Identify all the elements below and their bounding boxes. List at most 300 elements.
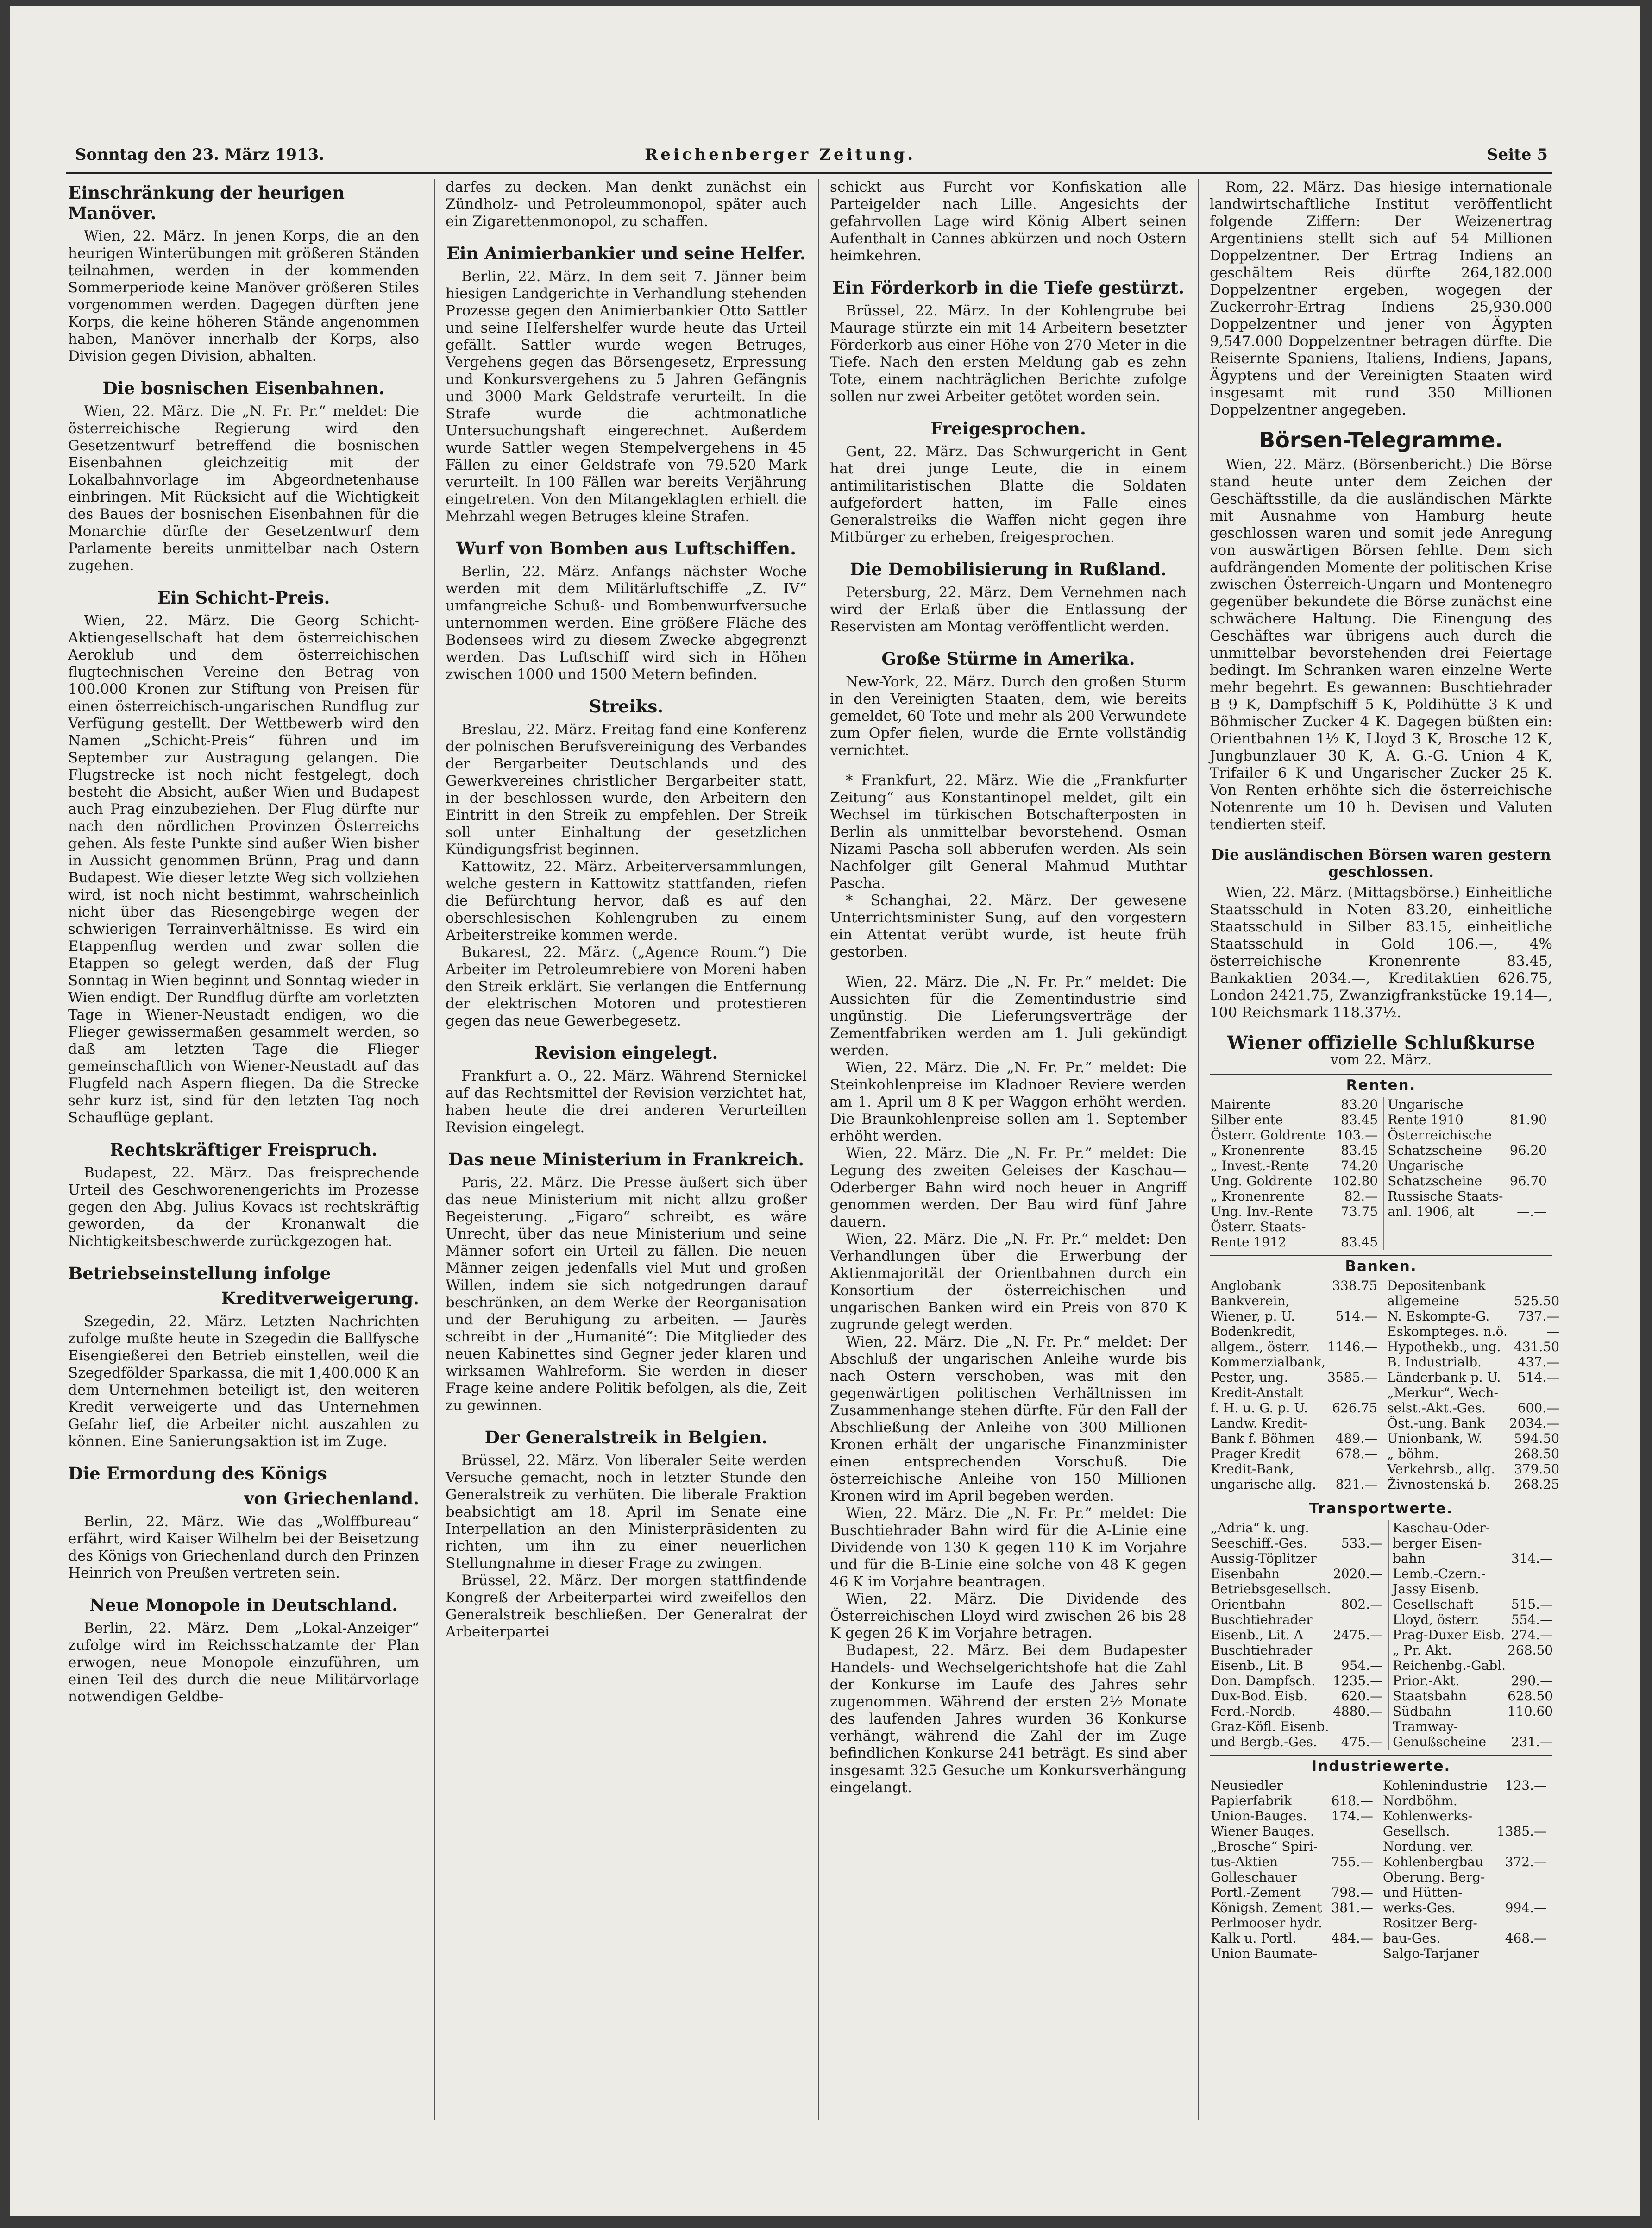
quote-table <box>1210 1278 1565 1492</box>
quote-group-heading: Transportwerte. <box>1210 1498 1552 1517</box>
article <box>68 1263 419 1450</box>
quote-cell <box>1508 1158 1552 1173</box>
article-continuation: darfes zu decken. Man denkt zunächst ein Zündholz- und Petroleummonopol, später auch ein Zigarettenmonopol, zu schaffen. <box>446 179 807 230</box>
article-headline-line2: von Griechenland. <box>244 1488 419 1509</box>
quote-cell: Südbahn <box>1389 1704 1507 1719</box>
quote-cell: Jassy Eisenb. <box>1389 1581 1507 1597</box>
quote-cell: Živnostenská b. <box>1383 1477 1508 1492</box>
quote-cell <box>1507 1536 1558 1551</box>
quote-cell: 103.— <box>1336 1127 1378 1143</box>
quote-cell: Österreichische <box>1384 1127 1508 1143</box>
quote-cell: Neusiedler <box>1211 1778 1283 1793</box>
quote-cell: „Merkur“, Wech- <box>1383 1385 1508 1400</box>
quote-cell: — <box>1546 1324 1560 1339</box>
quote-cell: Lloyd, österr. <box>1389 1612 1507 1627</box>
quote-cell: Kredit-Bank, <box>1211 1461 1294 1477</box>
article <box>830 179 1187 264</box>
quote-row <box>1210 1219 1552 1234</box>
article-text: Frankfurt a. O., 22. März. Während Sternickel auf das Rechtsmittel der Revision verzichtet hat, haben heute die drei anderen Verurteilten Revision eingelegt. <box>446 1068 807 1136</box>
article-headline: Betriebseinstellung infolge <box>68 1263 331 1284</box>
quote-cell <box>1332 1581 1389 1597</box>
quote-cell: 268.25 <box>1514 1477 1560 1492</box>
quote-cell: 268.50 <box>1514 1446 1560 1461</box>
quote-cell: 554.— <box>1511 1612 1553 1627</box>
quote-cell: 372.— <box>1505 1854 1547 1869</box>
quote-row <box>1210 1461 1565 1477</box>
quote-cell: Rente 1910 <box>1384 1112 1508 1127</box>
quote-cell: 83.45 <box>1341 1143 1378 1158</box>
quote-cell: Dux-Bod. Eisb. <box>1211 1688 1307 1704</box>
quote-cell: Nordböhm. <box>1379 1793 1493 1808</box>
article-text: Wien, 22. März. Die „N. Fr. Pr.“ meldet: Die Steinkohlenpreise im Kladnoer Reviere werden am 1. April um 8 K per Waggon erhöht werden. Die Braunkohlenpreise sollen am 1. September erhöht werden. <box>830 1059 1187 1145</box>
quote-row <box>1210 1793 1552 1808</box>
quote-cell: 82.— <box>1344 1189 1378 1204</box>
quote-cell: Hypothekb., ung. <box>1383 1339 1508 1354</box>
quote-cell: Öst.-ung. Bank <box>1383 1416 1508 1431</box>
quote-cell: Union-Bauges. <box>1211 1808 1307 1824</box>
quote-cell: Genußscheine <box>1389 1734 1507 1750</box>
masthead: Reichenberger Zeitung. <box>645 145 916 164</box>
quote-cell <box>1508 1219 1552 1234</box>
quote-cell: 290.— <box>1511 1673 1553 1688</box>
article-text: Wien, 22. März. Die „N. Fr. Pr.“ meldet: Die Aussichten für die Zementindustrie sind ungünstig. Die Lieferungsverträge der Zementfabriken werden am 1. Juli gekündigt werden. <box>830 974 1187 1059</box>
quote-row <box>1210 1127 1552 1143</box>
quote-cell: 514.— <box>1517 1370 1560 1385</box>
quote-row <box>1210 1673 1558 1688</box>
quote-cell <box>1493 1946 1552 1961</box>
page-number: Seite 5 <box>1487 145 1548 164</box>
article-text: Wien, 22. März. Die „N. Fr. Pr.“ meldet: Die Buschtiehrader Bahn wird für die A-Linie eine Dividende von 130 K gegen 110 K im Vorjahre und für die B-Linie eine solche von 48 K gegen 46 K im Vorjahre beantragen. <box>830 1505 1187 1590</box>
quote-cell: „Adria“ k. ung. <box>1211 1520 1309 1536</box>
quote-cell <box>1493 1869 1552 1885</box>
quote-row <box>1210 1354 1565 1370</box>
quote-cell: Anglobank <box>1211 1278 1281 1293</box>
quote-cell: Eisenb., Lit. A <box>1211 1627 1303 1643</box>
article-text: Wien, 22. März. Die Georg Schicht-Aktiengesellschaft hat dem österreichischen Aeroklub und dem österreichischen flugtechnischen Vereine den Betrag von 100.000 Kronen zur Stiftung von Preisen für einen österreichisch-ungarischen Rundflug zur Verfügung gestellt. Der Wettbewerb wird den Namen „Schicht-Preis“ führen und im September zur Austragung gelangen. Die Flugstrecke ist noch nicht festgelegt, doch besteht die Absicht, außer Wien und Budapest auch Prag einzubeziehen. Der Flug dürfte nur nach den nördlichen Provinzen Österreichs gehen. Als feste Punkte sind außer Wien bisher in Aussicht genommen Brünn, Prag und dann Budapest. Wie dieser letzte Weg sich vollziehen wird, ist noch nicht bestimmt, wahrscheinlich nicht über das Riesengebirge wegen der schwierigen Terrainverhältnisse. Es wird ein Etappenflug werden und zwar sollen die Etappen so gelegt werden, daß der Flug Sonntag in Wien beginnt und Sonntag wieder in Wien endigt. Der Rundflug dürfte am vorletzten Tage in Wiener-Neustadt endigen, wo die Flieger gewissermaßen gesammelt werden, so daß am letzten Tage die Flieger gemeinschaftlich von Wiener-Neustadt auf das Flugfeld nach Aspern fliegen. Da die Strecke sehr kurz ist, sind für den letzten Tag noch Schauflüge geplant. <box>68 612 419 1126</box>
midday-exchange <box>1210 884 1552 1021</box>
quote-row <box>1210 1839 1552 1854</box>
article-lead <box>1210 179 1552 419</box>
quote-cell: 618.— <box>1331 1793 1373 1808</box>
quote-cell: N. Eskompte-G. <box>1383 1309 1508 1324</box>
quote-cell: f. H. u. G. p. U. <box>1211 1400 1308 1416</box>
quote-cell: Ferd.-Nordb. <box>1211 1704 1296 1719</box>
article <box>830 648 1187 759</box>
quote-cell: 4880.— <box>1332 1704 1383 1719</box>
article <box>446 1427 807 1641</box>
article-text: Rom, 22. März. Das hiesige internationale landwirtschaftliche Institut veröffentlicht folgende Ziffern: Der Weizenertrag Argentiniens stellt sich auf 54 Millionen Doppelzentner. Der Ertrag Indiens an geschältem Reis dürfte 264,182.000 Doppelzentner ergeben, wogegen der Zuckerrohr-Ertrag Indiens 25,930.000 Doppelzentner und jener von Ägypten 9,547.000 Doppelzentner betragen dürfte. Die Reisernte Spaniens, Italiens, Indiens, Japans, Ägyptens und der Vereinigten Staaten wird insgesamt mit rund 350 Millionen Doppelzentner angegeben. <box>1210 179 1552 418</box>
quote-cell: 1235.— <box>1332 1673 1383 1688</box>
quote-cell: Wiener Bauges. <box>1211 1824 1314 1839</box>
quote-row <box>1210 1946 1552 1961</box>
quote-cell: Kohlenindustrie <box>1379 1778 1493 1793</box>
column-rule <box>1198 179 1199 2120</box>
quote-row <box>1210 1143 1552 1158</box>
quote-cell: 489.— <box>1335 1431 1378 1446</box>
quote-cell: „ Kronenrente <box>1211 1143 1305 1158</box>
quote-cell: Ung. Goldrente <box>1211 1173 1313 1189</box>
quote-cell <box>1328 1778 1379 1793</box>
quote-row <box>1210 1385 1565 1400</box>
article <box>68 378 419 574</box>
quote-tables <box>1210 1074 1560 1961</box>
quote-cell: Betriebsgesellsch. <box>1211 1581 1331 1597</box>
quote-cell: 96.70 <box>1509 1173 1547 1189</box>
quote-cell: 110.60 <box>1508 1704 1553 1719</box>
quote-cell: —.— <box>1517 1204 1547 1219</box>
quote-cell: 525.50 <box>1514 1293 1560 1309</box>
quote-row <box>1210 1204 1552 1219</box>
newspaper-page <box>10 6 1640 2216</box>
quote-cell <box>1493 1915 1552 1931</box>
quote-cell: Königsh. Zement <box>1211 1900 1322 1915</box>
article-text: Berlin, 22. März. In dem seit 7. Jänner beim hiesigen Landgerichte in Verhandlung stehenden Prozesse gegen den Animierbankier Otto Sattler und seine Helfershelfer wurde heute das Urteil gefällt. Sattler wurde wegen Betruges, Vergehens gegen das Börsengesetz, Erpressung und Konkursvergehens zu 5 Jahren Gefängnis und 3000 Mark Geldstrafe verurteilt. In die Strafe wurde die achtmonatliche Untersuchungshaft eingerechnet. Außerdem wurde Sattler wegen Stempelvergehens in 45 Fällen zu einer Geldstrafe von 79.520 Mark verurteilt. In 100 Fällen war bereits Verjährung eingetreten. Von den Mitangeklagten erhielt die Mehrzahl wegen Betruges kleine Strafen. <box>446 268 807 525</box>
quote-cell: 468.— <box>1505 1931 1547 1946</box>
quote-cell: Österr. Staats- <box>1211 1219 1306 1234</box>
quote-cell <box>1326 1354 1383 1370</box>
quote-cell: Ung. Inv.-Rente <box>1211 1204 1313 1219</box>
running-head <box>75 145 1548 169</box>
quote-cell: allgemeine <box>1383 1293 1508 1309</box>
quote-cell: Verkehrsb., allg. <box>1383 1461 1508 1477</box>
article <box>68 183 419 365</box>
column-rule <box>434 179 435 2120</box>
article-headline: Neue Monopole in Deutschland. <box>89 1595 398 1615</box>
quote-row <box>1210 1688 1558 1704</box>
quote-row <box>1210 1293 1565 1309</box>
quote-cell <box>1326 1385 1383 1400</box>
article <box>830 974 1187 1796</box>
quote-cell: 437.— <box>1517 1354 1560 1370</box>
quote-cell: Länderbank p. U. <box>1383 1370 1508 1385</box>
quote-row <box>1210 1627 1558 1643</box>
article-text: Wien, 22. März. (Mittagsbörse.) Einheitliche Staatsschuld in Noten 83.20, einheitliche Staatsschuld in Silber 83.15, einheitliche Staatsschuld in Gold 106.—, 4% österreichische Kronenrente 83.45, Bankaktien 2034.—, Kreditaktien 626.75, London 2421.75, Zwanzigfrankstücke 19.14—, 100 Reichsmark 118.37½. <box>1210 884 1552 1021</box>
quote-cell: Prior.-Akt. <box>1389 1673 1507 1688</box>
quote-cell <box>1326 1461 1383 1477</box>
quote-group-heading: Banken. <box>1210 1255 1552 1275</box>
quote-cell: 514.— <box>1335 1309 1378 1324</box>
article-headline: Das neue Ministerium in Frankreich. <box>448 1149 804 1170</box>
quote-cell: Lemb.-Czern.- <box>1389 1566 1507 1581</box>
quote-cell: 2475.— <box>1332 1627 1383 1643</box>
quote-cell <box>1493 1808 1552 1824</box>
quote-row <box>1210 1173 1552 1189</box>
quote-row <box>1210 1597 1558 1612</box>
quote-cell: 1146.— <box>1327 1339 1378 1354</box>
quote-cell: Unionbank, W. <box>1383 1431 1508 1446</box>
quote-cell: Mairente <box>1211 1097 1271 1112</box>
quote-cell: 83.20 <box>1341 1097 1378 1112</box>
quote-row <box>1210 1400 1565 1416</box>
article-headline: Die Demobilisierung in Rußland. <box>850 559 1167 579</box>
quote-cell: „ böhm. <box>1383 1446 1508 1461</box>
quote-cell: Kredit-Anstalt <box>1211 1385 1303 1400</box>
quote-cell: 102.80 <box>1332 1173 1378 1189</box>
quote-cell: 475.— <box>1341 1734 1383 1750</box>
quote-cell: 379.50 <box>1514 1461 1560 1477</box>
quote-cell: Pester, ung. <box>1211 1370 1288 1385</box>
quote-cell: Ungarische <box>1384 1097 1508 1112</box>
article-text: Wien, 22. März. In jenen Korps, die an den heurigen Winterübungen mit größeren Ständen teilnahmen, werden in der kommenden Sommerperiode keine Manöver größeren Stiles vorgenommen werden. Dagegen dürften jene Korps, die keine höheren Stände angenommen haben, Manöver innerhalb der Korps, also Division gegen Division, abhalten. <box>68 228 419 365</box>
quote-cell: 802.— <box>1341 1597 1383 1612</box>
quote-cell: Schatzscheine <box>1384 1173 1508 1189</box>
quote-cell: 268.50 <box>1508 1643 1553 1658</box>
quote-row <box>1210 1643 1558 1658</box>
article-text: Gent, 22. März. Das Schwurgericht in Gent hat drei junge Leute, die in einem antimilitaristischen Blatte die Soldaten aufgefordert hatten, im Falle eines Generalstreiks die Waffen nicht gegen ihre Mitbürger zu erheben, freigesprochen. <box>830 443 1187 546</box>
article-text: Budapest, 22. März. Bei dem Budapester Handels- und Wechselgerichtshofe hat die Zahl der Konkurse im Laufe des Jahres sehr zugenommen. Während der ersten 2½ Monate des laufenden Jahres wurden 36 Konkurse verhängt, während die Zahl der im Zuge befindlichen Konkurse 241 beträgt. Es sind aber insgesamt 325 Gesuche um Konkursverhängung eingelangt. <box>830 1642 1187 1796</box>
quote-row <box>1210 1719 1558 1734</box>
quote-cell <box>1328 1946 1379 1961</box>
quote-cell <box>1326 1293 1383 1309</box>
quote-cell: Salgo-Tarjaner <box>1379 1946 1493 1961</box>
article-text: Wien, 22. März. (Börsenbericht.) Die Börse stand heute unter dem Zeichen der Geschäftsstille, da die ausländischen Märkte mit Ausnahme von Hamburg heute geschlossen waren und somit jede Anregung von auswärtigen Börsen fehlte. Dem sich aufdrängenden Momente der politischen Krise zwischen Österreich-Ungarn und Montenegro gegenüber bekundete die Börse zunächst eine schwächere Haltung. Die Einengung des Geschäftes war übrigens auch durch die unmittelbar bevorstehenden drei Feiertage bedingt. Im Schranken waren einzelne Werte mehr begehrt. Es gewannen: Buschtiehrader B 9 K, Dampfschiff 5 K, Poldihütte 3 K und Böhmischer Zucker 4 K. Dagegen büßten ein: Orientbahnen 1½ K, Lloyd 3 K, Brosche 12 K, Jungbunzlauer 30 K, A. G.-G. Union 4 K, Trifailer 6 K und Ungarischer Zucker 25 K. Von Renten erhöhte sich die österreichische Notenrente um 10 h. Devisen und Valuten tendierten steif. <box>1210 456 1552 833</box>
quote-cell: Golleschauer <box>1211 1869 1297 1885</box>
quote-cell: Bank f. Böhmen <box>1211 1431 1315 1446</box>
quote-cell: 1385.— <box>1496 1824 1547 1839</box>
quote-cell: bau-Ges. <box>1379 1931 1493 1946</box>
quote-cell: „ Pr. Akt. <box>1389 1643 1507 1658</box>
closing-prices-heading: Wiener offizielle Schlußkurse <box>1227 1032 1535 1054</box>
quote-row <box>1210 1324 1565 1339</box>
quote-cell: 123.— <box>1505 1778 1547 1793</box>
quote-cell: Bankverein, <box>1211 1293 1290 1309</box>
article-text: Bukarest, 22. März. („Agence Roum.“) Die Arbeiter im Petroleumrebiere von Moreni haben den Streik erklärt. Sie verlangen die Entfernung der elektrischen Motoren und protestieren gegen das neue Gewerbegesetz. <box>446 944 807 1029</box>
quote-cell <box>1328 1869 1379 1885</box>
quote-cell: 274.— <box>1511 1627 1553 1643</box>
quote-cell: 628.50 <box>1508 1688 1553 1704</box>
quote-cell: „Brosche“ Spiri- <box>1211 1839 1318 1854</box>
article-text: Brüssel, 22. März. Der morgen stattfindende Kongreß der Arbeiterpartei wird zweifellos den Generalstreik beschließen. Der Generalrat der Arbeiterpartei <box>446 1572 807 1640</box>
quote-cell: werks-Ges. <box>1379 1900 1493 1915</box>
quote-cell: bahn <box>1389 1551 1507 1566</box>
quote-row <box>1210 1477 1565 1492</box>
article-headline: Ein Schicht-Preis. <box>157 587 330 608</box>
quote-row <box>1210 1885 1552 1900</box>
article-headline: Die bosnischen Eisenbahnen. <box>102 378 385 398</box>
quote-cell: Kommerzialbank, <box>1211 1354 1325 1370</box>
article <box>446 696 807 1030</box>
article-text: Breslau, 22. März. Freitag fand eine Konferenz der polnischen Berufsvereinigung des Verbandes der Bergarbeiter Deutschlands und des Gewerkvereines christlicher Bergarbeiter statt, in der beschlossen wurde, den Arbeitern den Eintritt in den Streik zu empfehlen. Der Streik soll unter Einhaltung der gesetzlichen Kündigungsfrist beginnen. <box>446 721 807 858</box>
quote-cell: 231.— <box>1511 1734 1553 1750</box>
quote-cell: Staatsbahn <box>1389 1688 1507 1704</box>
article <box>446 243 807 525</box>
quote-row <box>1210 1734 1558 1750</box>
article-text: Berlin, 22. März. Wie das „Wolffbureau“ erfährt, wird Kaiser Wilhelm bei der Beisetzung des Königs von Griechenland durch den Prinzen Heinrich von Preußen vertreten sein. <box>68 1513 419 1581</box>
quote-cell: „ Invest.-Rente <box>1211 1158 1309 1173</box>
quote-cell: Wiener, p. U. <box>1211 1309 1295 1324</box>
quote-cell: 314.— <box>1511 1551 1553 1566</box>
article <box>446 179 807 230</box>
quote-row <box>1210 1339 1565 1354</box>
quote-cell <box>1508 1127 1552 1143</box>
quote-cell: 83.45 <box>1341 1234 1378 1250</box>
quote-group-heading: Renten. <box>1210 1074 1552 1094</box>
quote-cell <box>1330 1219 1384 1234</box>
article-headline: Ein Förderkorb in die Tiefe gestürzt. <box>832 277 1185 298</box>
quote-cell: 73.75 <box>1341 1204 1378 1219</box>
quote-cell: 74.20 <box>1341 1158 1378 1173</box>
quote-row <box>1210 1370 1565 1385</box>
quote-cell: 431.50 <box>1514 1339 1560 1354</box>
quote-cell: Orientbahn <box>1211 1597 1286 1612</box>
quote-row <box>1210 1612 1558 1627</box>
quote-cell <box>1493 1793 1552 1808</box>
quote-cell: 600.— <box>1517 1400 1560 1416</box>
quote-cell <box>1508 1385 1565 1400</box>
quote-row <box>1210 1900 1552 1915</box>
article-text: Wien, 22. März. Die „N. Fr. Pr.“ meldet: Die österreichische Regierung wird den Gesetzentwurf betreffend die bosnischen Eisenbahnen gleichzeitig mit der Lokalbahnvorlage im Abgeordnetenhause einbringen. Mit Rücksicht auf die Wichtigkeit des Baues der bosnischen Eisenbahnen für die Monarchie dürfte der Gesetzentwurf dem Parlamente bereits unmittelbar nach Ostern zugehen. <box>68 403 419 574</box>
quote-cell <box>1507 1520 1558 1536</box>
article-headline: Revision eingelegt. <box>534 1043 718 1063</box>
quote-cell <box>1326 1416 1383 1431</box>
quote-row <box>1210 1658 1558 1673</box>
quote-cell: 594.50 <box>1514 1431 1560 1446</box>
quote-row <box>1210 1431 1565 1446</box>
quote-table <box>1210 1778 1552 1961</box>
quote-row <box>1210 1158 1552 1173</box>
quote-cell: berger Eisen- <box>1389 1536 1507 1551</box>
article <box>68 1139 419 1250</box>
quote-cell: Rositzer Berg- <box>1379 1915 1493 1931</box>
quote-row <box>1210 1931 1552 1946</box>
quote-row <box>1210 1566 1558 1581</box>
quote-row <box>1210 1778 1552 1793</box>
quote-cell: anl. 1906, alt <box>1384 1204 1508 1219</box>
quote-table <box>1210 1097 1552 1250</box>
quote-cell: Aussig-Töplitzer <box>1211 1551 1317 1566</box>
quote-cell: und Bergb.-Ges. <box>1211 1734 1317 1750</box>
quote-row <box>1210 1520 1558 1536</box>
quote-row <box>1210 1416 1565 1431</box>
quote-cell <box>1332 1719 1389 1734</box>
article-text: Kattowitz, 22. März. Arbeiterversammlungen, welche gestern in Kattowitz stattfanden, riefen die Befürchtung hervor, daß es auf den oberschlesischen Kohlengruben zu einem Arbeiterstreike kommen werde. <box>446 858 807 944</box>
boersen-report <box>1210 456 1552 833</box>
column-2 <box>446 179 807 2120</box>
quote-cell: Don. Dampfsch. <box>1211 1673 1316 1688</box>
quote-row <box>1210 1112 1552 1127</box>
quote-cell <box>1508 1097 1552 1112</box>
article <box>830 277 1187 405</box>
quote-cell <box>1507 1719 1558 1734</box>
quote-cell: Buschtiehrader <box>1211 1612 1313 1627</box>
quote-cell: 3585.— <box>1327 1370 1378 1385</box>
boersen-heading: Börsen-Telegramme. <box>1259 428 1503 453</box>
article-text: Berlin, 22. März. Dem „Lokal-Anzeiger“ zufolge wird im Reichsschatzamte der Plan erwogen, neue Monopole einzuführen, um einen Teil des durch die neue Militärvorlage notwendigen Geldbe- <box>68 1620 419 1705</box>
quote-cell: Nordung. ver. <box>1379 1839 1493 1854</box>
article <box>446 1043 807 1136</box>
quote-cell: 338.75 <box>1332 1278 1378 1293</box>
quote-cell <box>1508 1278 1565 1293</box>
quote-cell: Perlmooser hydr. <box>1211 1915 1322 1931</box>
quote-cell: 737.— <box>1517 1309 1560 1324</box>
article <box>830 772 1187 961</box>
quote-cell: 2034.— <box>1509 1416 1560 1431</box>
article-text: Budapest, 22. März. Das freisprechende Urteil des Geschworenengerichts im Prozesse gegen den Abg. Julius Kovacs ist rechtskräftig geworden, da der Kronanwalt die Nichtigkeitsbeschwerde zurückgezogen hat. <box>68 1164 419 1250</box>
quote-cell <box>1332 1551 1389 1566</box>
header-rule <box>66 172 1552 174</box>
quote-cell: Silber ente <box>1211 1112 1283 1127</box>
quote-cell: Russische Staats- <box>1384 1189 1508 1204</box>
quote-cell <box>1328 1915 1379 1931</box>
date-line: Sonntag den 23. März 1913. <box>75 145 325 164</box>
quote-row <box>1210 1309 1565 1324</box>
quote-cell <box>1332 1520 1389 1536</box>
article-headline: Die Ermordung des Königs <box>68 1463 327 1484</box>
quote-cell <box>1326 1324 1383 1339</box>
quote-cell: Tramway- <box>1389 1719 1507 1734</box>
quote-cell: 678.— <box>1335 1446 1378 1461</box>
quote-cell: 755.— <box>1331 1854 1373 1869</box>
article-text: Wien, 22. März. Die „N. Fr. Pr.“ meldet: Die Legung des zweiten Geleises der Kaschau—Oderberger Bahn wird noch heuer in Angriff genommen werden. Der Bau wird fünf Jahre dauern. <box>830 1145 1187 1230</box>
quote-cell: 798.— <box>1331 1885 1373 1900</box>
quote-cell: 2020.— <box>1332 1566 1383 1581</box>
quote-cell: 515.— <box>1511 1597 1553 1612</box>
quote-cell: 381.— <box>1331 1900 1373 1915</box>
quote-cell <box>1328 1824 1379 1839</box>
quote-cell: Union Baumate- <box>1211 1946 1318 1961</box>
quote-row <box>1210 1915 1552 1931</box>
article <box>446 1149 807 1414</box>
article <box>446 538 807 683</box>
quote-cell <box>1493 1885 1552 1900</box>
quote-cell: Landw. Kredit- <box>1211 1416 1307 1431</box>
article-headline-line2: Kreditverweigerung. <box>221 1288 419 1309</box>
quote-cell: und Hütten- <box>1379 1885 1493 1900</box>
quote-cell: Prag-Duxer Eisb. <box>1389 1627 1507 1643</box>
article-text: * Schanghai, 22. März. Der gewesene Unterrichtsminister Sung, auf den vorgestern ein Attentat verübt wurde, ist heute früh gestorben. <box>830 892 1187 960</box>
quote-row <box>1210 1824 1552 1839</box>
article-text: Petersburg, 22. März. Dem Vernehmen nach wird der Erlaß über die Entlassung der Reservisten am Montag veröffentlicht werden. <box>830 584 1187 635</box>
article-headline: Rechtskräftiger Freispruch. <box>110 1139 377 1160</box>
article-headline: Wurf von Bomben aus Luftschiffen. <box>456 538 797 559</box>
article-headline: Freigesprochen. <box>930 418 1086 439</box>
quote-row <box>1210 1854 1552 1869</box>
quote-cell: Depositenbank <box>1383 1278 1508 1293</box>
column-1 <box>68 179 419 2120</box>
article <box>68 1595 419 1706</box>
quote-cell <box>1332 1643 1389 1658</box>
quote-row <box>1210 1808 1552 1824</box>
quote-cell: Kaschau-Oder- <box>1389 1520 1507 1536</box>
quote-cell: 81.90 <box>1509 1112 1547 1127</box>
quote-cell: 626.75 <box>1332 1400 1378 1416</box>
quote-cell: Schatzscheine <box>1384 1143 1508 1158</box>
quote-cell: 96.20 <box>1509 1143 1547 1158</box>
quote-cell: Buschtiehrader <box>1211 1643 1313 1658</box>
quote-cell: Reichenbg.-Gabl. <box>1389 1658 1507 1673</box>
quote-cell: „ Kronenrente <box>1211 1189 1305 1204</box>
quote-row <box>1210 1551 1558 1566</box>
quote-cell: allgem., österr. <box>1211 1339 1310 1354</box>
quote-cell: ungarische allg. <box>1211 1477 1317 1492</box>
article <box>830 559 1187 636</box>
quote-cell: Kohlenwerks- <box>1379 1808 1493 1824</box>
article-headline: Einschränkung der heurigen Manöver. <box>68 183 345 223</box>
quote-row <box>1210 1189 1552 1204</box>
article-text: Wien, 22. März. Die „N. Fr. Pr.“ meldet: Den Verhandlungen über die Erwerbung der Aktienmajorität der Orientbahnen durch ein Konsortium der österreichischen und ungarischen Banken wird ein Preis von 870 K zugrunde gelegt werden. <box>830 1231 1187 1333</box>
quote-cell: tus-Aktien <box>1211 1854 1278 1869</box>
quote-cell <box>1508 1234 1552 1250</box>
quote-cell: 533.— <box>1341 1536 1383 1551</box>
quote-cell: 83.45 <box>1341 1112 1378 1127</box>
quote-cell: Graz-Köfl. Eisenb. <box>1211 1719 1329 1734</box>
article-text: Paris, 22. März. Die Presse äußert sich über das neue Ministerium mit nicht allzu großer Begeisterung. „Figaro“ schreibt, es wäre Unrecht, über das neue Ministerium und seine Männer sofort ein Urteil zu fällen. Die neuen Männer zeigen jedenfalls viel Mut und großen Willen, indem sie sich notgedrungen darauf beschränken, an dem Werke der Reorganisation und der Beruhigung zu arbeiten. — Jaurès schreibt in der „Humanité“: Die Mitglieder des neuen Kabinettes sind Gegner jeder klaren und wirksamen Wahlreform. Sie werden in dieser Frage keine andere Politik befolgen, als die, Zeit zu gewinnen. <box>446 1174 807 1414</box>
article-continuation: schickt aus Furcht vor Konfiskation alle Parteigelder nach Lille. Angesichts der gefahrvollen Lage wird König Albert seinen Aufenthalt in Cannes abkürzen und noch Ostern heimkehren. <box>830 179 1187 264</box>
article-headline: Ein Animierbankier und seine Helfer. <box>446 243 806 264</box>
quote-row <box>1210 1581 1558 1597</box>
article-headline: Große Stürme in Amerika. <box>881 648 1135 669</box>
quote-row <box>1210 1704 1558 1719</box>
